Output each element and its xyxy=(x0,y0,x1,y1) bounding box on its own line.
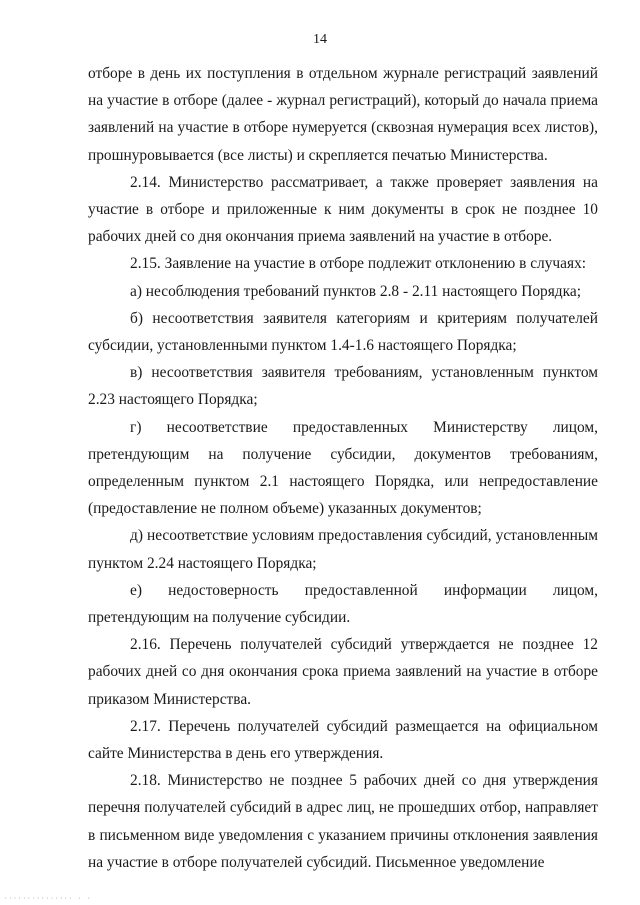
document-body xyxy=(88,60,598,876)
paragraph-2-15-b: б) несоответствия заявителя категориям и критериям получателей субсидии, установленными пунктом 1.4-1.6 настоящего Порядка; xyxy=(88,309,598,355)
paragraph-2-15-g: г) несоответствие предоставленных Министерству лицом, претендующим на получение субсидии, документов требованиям, определенным пунктом 2.1 настоящего Порядка, или непредоставление (предоставление не полном объеме) указанных документов; xyxy=(88,418,598,518)
paragraph-2-17: 2.17. Перечень получателей субсидий размещается на официальном сайте Министерства в день его утверждения. xyxy=(88,717,598,763)
scan-footer-mark: ··············· · · xyxy=(4,895,92,902)
paragraph-2-18: 2.18. Министерство не позднее 5 рабочих дней со дня утверждения перечня получателей субсидий в адрес лиц, не прошедших отбор, направляет в письменном виде уведомления с указанием причины отклонения заявления на участие в отборе получателей субсидий. Письменное уведомление xyxy=(88,772,598,871)
paragraph-2-14: 2.14. Министерство рассматривает, а также проверяет заявления на участие в отборе и приложенные к ним документы в срок не позднее 10 рабочих дней со дня окончания приема заявлений на участие в отборе. xyxy=(88,173,598,246)
page-number: 14 xyxy=(313,32,327,47)
paragraph-2-16: 2.16. Перечень получателей субсидий утверждается не позднее 12 рабочих дней со дня окончания срока приема заявлений на участие в отборе приказом Министерства. xyxy=(88,636,598,708)
paragraph-2-15-d: д) несоответствие условиям предоставления субсидий, установленным пунктом 2.24 настоящего Порядка; xyxy=(88,527,598,572)
paragraph-2-15-v: в) несоответствия заявителя требованиям, установленным пунктом 2.23 настоящего Порядка; xyxy=(88,364,598,409)
paragraph-2-15-e: е) недостоверность предоставленной информации лицом, претендующим на получение субсидии. xyxy=(88,581,598,627)
paragraph-2-15: 2.15. Заявление на участие в отборе подлежит отклонению в случаях: xyxy=(130,255,587,273)
paragraph-2-15-a: а) несоблюдения требований пунктов 2.8 - 2.11 настоящего Порядка; xyxy=(130,282,581,300)
paragraph-continuation: отборе в день их поступления в отдельном журнале регистраций заявлений на участие в отборе (далее - журнал регистраций), который до начала приема заявлений на участие в отборе нумеруется (сквозная нумерация всех листов), прошнуровывается (все листы) и скрепляется печатью Министерства. xyxy=(88,65,598,164)
